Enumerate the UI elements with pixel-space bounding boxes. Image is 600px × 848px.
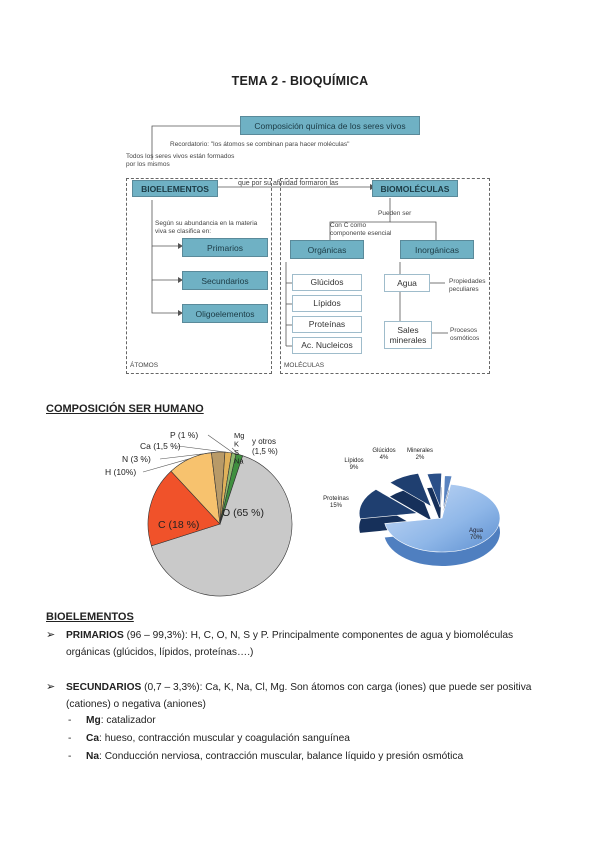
lipidos-box: Lípidos bbox=[292, 295, 362, 312]
pie-label-others: y otros bbox=[252, 437, 277, 446]
section-composicion: COMPOSICIÓN SER HUMANO bbox=[46, 403, 204, 415]
secundarios-label: SECUNDARIOS bbox=[66, 682, 142, 693]
composition-box: Composición química de los seres vivos bbox=[240, 116, 420, 135]
pie-label-p-1: P (1 %) bbox=[170, 430, 199, 440]
glucidos-box: Glúcidos bbox=[292, 274, 362, 291]
list-item-ca: - Ca: hueso, contracción muscular y coagulación sanguínea bbox=[68, 733, 350, 744]
secundarios-box: Secundarios bbox=[182, 271, 268, 290]
bioelementos-box: BIOELEMENTOS bbox=[132, 180, 218, 197]
reminder-note: Recordatorio: "los átomos se combinan para hacer moléculas" bbox=[170, 141, 350, 148]
pie-label-others-value: (1,5 %) bbox=[252, 447, 278, 456]
secundarios-line2: (cationes) o negativa (aniones) bbox=[66, 699, 206, 710]
pie3d-pct-glucidos: 4% bbox=[379, 455, 389, 461]
atomos-label: ÁTOMOS bbox=[130, 362, 159, 369]
primarios-line2: orgánicas (glúcidos, lípidos, proteínas….) bbox=[66, 647, 254, 658]
pie3d-label-lipidos: Lípidos bbox=[344, 458, 364, 464]
pie-label-k: K bbox=[234, 439, 240, 449]
secundarios-paragraph bbox=[66, 679, 576, 713]
element-composition-chart bbox=[96, 424, 296, 596]
pie-label-n-3: N (3 %) bbox=[122, 454, 151, 464]
section-bioelementos: BIOELEMENTOS bbox=[46, 611, 134, 623]
pie-label-na: Na bbox=[234, 456, 244, 466]
inorganicas-box: Inorgánicas bbox=[400, 240, 474, 259]
pie-label-o-65: O (65 %) bbox=[222, 507, 265, 519]
classified-note: Según su abundancia en la materia viva se clasifica en: bbox=[155, 220, 258, 235]
moleculas-label: MOLÉCULAS bbox=[284, 362, 325, 369]
pie3d-label-proteinas: Proteínas bbox=[323, 496, 349, 502]
pie3d-pct-lipidos: 9% bbox=[349, 465, 359, 471]
pie3d-pct-agua: 70% bbox=[469, 535, 483, 541]
primarios-label: PRIMARIOS bbox=[66, 630, 124, 641]
prop-esp-note: Propiedades peculiares bbox=[449, 278, 486, 293]
pie3d-pct-proteinas: 15% bbox=[329, 503, 343, 509]
pie-label-c-18: C (18 %) bbox=[158, 519, 200, 531]
secundarios-bullet: ➢ bbox=[46, 681, 56, 693]
sales-box: Sales minerales bbox=[384, 321, 432, 349]
procesos-note: Procesos osmóticos bbox=[450, 327, 480, 342]
pie3d-label-minerales: Minerales bbox=[406, 448, 434, 454]
all-beings-note: Todos los seres vivos están formados por los mismos bbox=[126, 153, 235, 168]
concept-diagram bbox=[0, 0, 600, 400]
pie3d-label-agua: Agua bbox=[468, 528, 484, 534]
pie-label-h-10: H (10%) bbox=[105, 467, 137, 477]
primarios-paragraph bbox=[66, 627, 576, 661]
page-title: TEMA 2 - BIOQUÍMICA bbox=[231, 74, 369, 88]
ac-nucleicos-box: Ac. Nucleicos bbox=[292, 337, 362, 354]
oligoelementos-box: Oligoelementos bbox=[182, 304, 268, 323]
biomolecule-composition-chart bbox=[323, 440, 500, 574]
agua-box: Agua bbox=[384, 274, 430, 292]
primarios-box: Primarios bbox=[182, 238, 268, 257]
secundarios-range: (0,7 – 3,3%) bbox=[141, 682, 200, 693]
pie-label-s: S bbox=[234, 448, 240, 457]
primarios-line1: : H, C, O, N, S y P. Principalmente componentes de agua y biomoléculas bbox=[184, 630, 514, 641]
biomoleculas-box: BIOMOLÉCULAS bbox=[372, 180, 458, 197]
pie-leader-ca-1-5 bbox=[178, 446, 228, 452]
can-be-note: Pueden ser bbox=[378, 210, 412, 217]
primarios-bullet: ➢ bbox=[46, 629, 56, 641]
organicas-box: Orgánicas bbox=[290, 240, 364, 259]
pie3d-label-glucidos: Glúcidos bbox=[372, 448, 396, 454]
proteinas-box: Proteínas bbox=[292, 316, 362, 333]
pie-label-mg: Mg bbox=[234, 431, 245, 440]
link-label: que por su afinidad formaron las bbox=[238, 180, 339, 187]
pie-label-ca-1-5: Ca (1,5 %) bbox=[140, 441, 181, 451]
secundarios-line1: : Ca, K, Na, Cl, Mg. Son átomos con carga (iones) que puede ser positiva bbox=[199, 682, 532, 693]
pie3d-pct-minerales: 2% bbox=[415, 455, 425, 461]
list-item-mg: - Mg: catalizador bbox=[68, 715, 156, 726]
primarios-range: (96 – 99,3%) bbox=[123, 630, 185, 641]
list-item-na: - Na: Conducción nerviosa, contracción muscular, balance líquido y presión osmótica bbox=[68, 751, 464, 762]
con-c-note: Con C como componente esencial bbox=[330, 222, 392, 237]
